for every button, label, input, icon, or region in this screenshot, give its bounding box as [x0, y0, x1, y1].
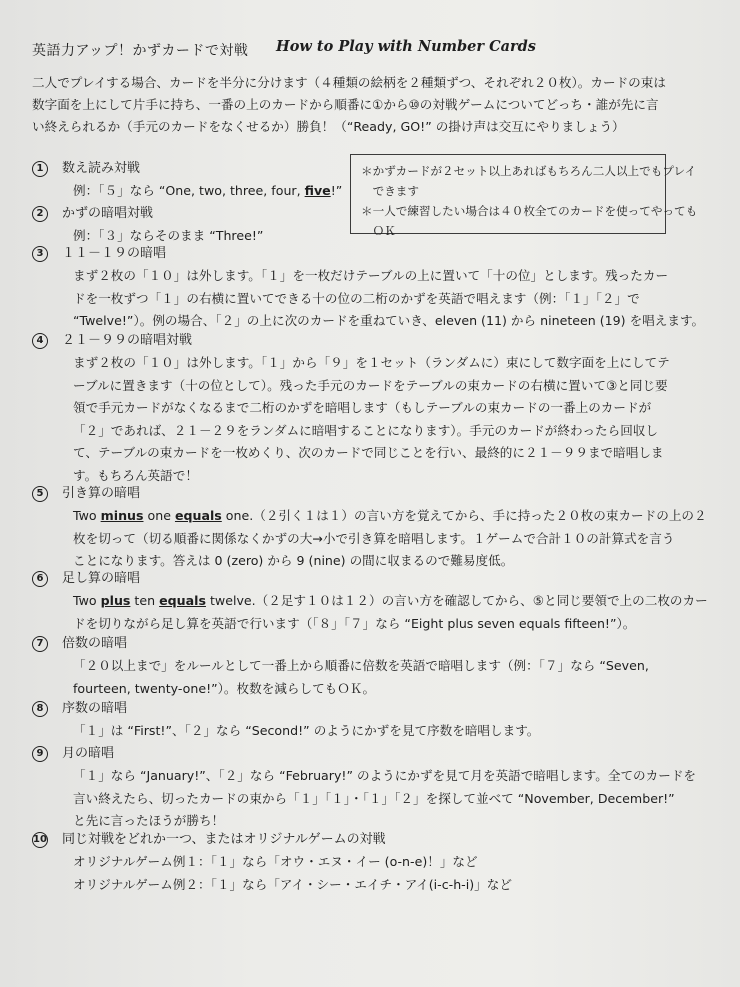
- rule-title: 数え読み対戦: [62, 160, 141, 176]
- rule-item: [32, 633, 708, 700]
- rule-line: [73, 420, 708, 443]
- rule-line: [73, 655, 708, 678]
- text-run: す。もちろん英語で！: [73, 467, 198, 483]
- text-run: one.（２引く１は１）の言い方を覚えてから、手に持った２０枚の束カードの上の２: [221, 508, 707, 523]
- text-run: 枚を切って（切る順番に関係なくかずの大→小で引き算を暗唱します。１ゲームで合計１０の計算式を言う: [73, 530, 675, 546]
- rule-body: [32, 851, 708, 896]
- rule-item: [32, 483, 708, 573]
- text-run: 例：「５」なら “One, two, three, four,: [73, 183, 305, 198]
- rule-item: [32, 829, 708, 896]
- text-run: ten: [130, 593, 160, 608]
- text-run: ドを一枚ずつ「１」の右横に置いてできる十の位の二桁のかずを英語で唱えます（例：「１」「２」で: [73, 290, 640, 306]
- text-run: と先に言ったほうが勝ち！: [73, 813, 225, 828]
- text-run: “Twelve!”）。例の場合、「２」の上に次のカードを重ねていき、eleven (11) から nineteen (19) を唱えます。: [73, 313, 705, 328]
- circled-number-icon: 9: [32, 746, 48, 762]
- rule-heading: [32, 568, 708, 590]
- circled-number-icon: 10: [32, 832, 48, 848]
- rule-line: [73, 265, 708, 288]
- rule-item: [32, 568, 708, 635]
- text-run: 「２」であれば、２１－２９をランダムに暗唱することになります）。手元のカードが終わったら回収し: [73, 422, 658, 438]
- text-run: Two: [73, 508, 101, 523]
- rule-line: [73, 874, 708, 897]
- text-run: 「１」なら “January!”、「２」なら “February!” のようにかずを見て月を英語で暗唱します。全てのカードを: [73, 768, 697, 783]
- rule-line: [73, 590, 708, 613]
- text-run: オリジナルゲーム例２：「１」なら「アイ・シー・エイチ・アイ(i-c-h-i)」など: [73, 876, 512, 892]
- underlined-word: five: [304, 183, 331, 198]
- text-run: twelve.（２足す１０は１２）の言い方を確認してから、⑤と同じ要領で上の二枚のカー: [205, 593, 708, 608]
- circled-number-icon: 3: [32, 246, 48, 262]
- intro-line: い終えられるか（手元のカードをなくせるか）勝負！（“Ready, GO!” の掛け声は交互にやりましょう）: [32, 119, 625, 134]
- text-run: 言い終えたら、切ったカードの束から「１」「１」・「１」「２」を探して並べて “November, December!”: [73, 790, 675, 806]
- rule-body: [32, 655, 708, 700]
- rule-title: 月の暗唱: [62, 745, 115, 761]
- text-run: まず２枚の「１０」は外します。「１」を一枚だけテーブルの上に置いて「十の位」とします。残ったカー: [73, 268, 669, 283]
- rule-line: [73, 765, 708, 788]
- intro-line: 二人でプレイする場合、カードを半分に分けます（４種類の絵柄を２種類ずつ、それぞれ２０枚）。カードの束は: [32, 75, 666, 90]
- underlined-word: equals: [159, 593, 206, 608]
- rule-line: [73, 851, 708, 874]
- underlined-word: equals: [174, 508, 222, 523]
- note-line: できます: [361, 184, 419, 198]
- rule-item: [32, 743, 708, 833]
- circled-number-icon: 1: [32, 161, 48, 177]
- text-run: !”: [330, 183, 343, 198]
- rule-line: [73, 442, 708, 465]
- note-line: ＯＫ: [361, 224, 396, 238]
- title-english: How to Play with Number Cards: [276, 38, 536, 55]
- circled-number-icon: 2: [32, 206, 48, 222]
- text-run: 「２０以上まで」をルールとして一番上から順番に倍数を英語で暗唱します（例：「７」なら “Seven,: [73, 658, 649, 673]
- circled-number-icon: 4: [32, 333, 48, 349]
- rule-title: 足し算の暗唱: [62, 570, 141, 586]
- circled-number-icon: 6: [32, 571, 48, 587]
- circled-number-icon: 7: [32, 636, 48, 652]
- rule-body: [32, 765, 708, 833]
- rule-line: [73, 678, 708, 701]
- rule-line: [73, 528, 708, 551]
- rule-body: [32, 590, 708, 635]
- note-line: ＊かずカードが２セット以上あればもちろん二人以上でもプレイ: [361, 164, 697, 178]
- text-run: オリジナルゲーム例１：「１」なら「オウ・エヌ・イー (o-n-e)！」など: [73, 854, 478, 869]
- rule-heading: [32, 633, 708, 655]
- rule-line: [73, 288, 708, 311]
- rule-heading: [32, 203, 708, 225]
- rule-item: [32, 158, 708, 203]
- rule-heading: [32, 698, 708, 720]
- intro-line: 数字面を上にして片手に持ち、一番の上のカードから順番に①から⑩の対戦ゲームについてどっち・誰が先に言: [32, 97, 659, 112]
- rule-title: 序数の暗唱: [62, 700, 128, 716]
- text-run: Two: [73, 593, 101, 608]
- text-run: ーブルに置きます（十の位として）。残った手元のカードをテーブルの束カードの右横に置いて③と同じ要: [73, 377, 668, 393]
- rule-body: [32, 265, 708, 333]
- rule-body: [32, 352, 708, 487]
- underlined-word: plus: [100, 593, 131, 608]
- rule-line: [73, 352, 708, 375]
- rule-line: [73, 720, 708, 743]
- rule-heading: [32, 330, 708, 352]
- rule-body: [32, 720, 708, 743]
- rule-item: [32, 698, 708, 743]
- underlined-word: minus: [100, 508, 144, 523]
- rule-line: [73, 397, 708, 420]
- rule-line: [73, 505, 708, 528]
- rule-heading: [32, 243, 708, 265]
- rule-item: [32, 203, 708, 248]
- rule-item: [32, 330, 708, 487]
- intro-paragraph: [32, 72, 708, 138]
- text-run: 「１」は “First!”、「２」なら “Second!” のようにかずを見て序数を暗唱します。: [73, 723, 540, 738]
- rule-title: かずの暗唱対戦: [62, 205, 154, 221]
- text-run: まず２枚の「１０」は外します。「１」から「９」を１セット（ランダムに）束にして数字面を上にしてテ: [73, 355, 670, 370]
- circled-number-icon: 5: [32, 486, 48, 502]
- text-run: ドを切りながら足し算を英語で行います（「８」「７」なら “Eight plus seven equals fifteen!”）。: [73, 615, 636, 631]
- rule-title: １１－１９の暗唱: [62, 245, 167, 261]
- text-run: 例：「３」ならそのまま “Three!”: [73, 228, 264, 243]
- rule-title: 引き算の暗唱: [62, 485, 141, 501]
- rule-heading: [32, 158, 708, 180]
- rule-body: [32, 505, 708, 573]
- text-run: 領で手元カードがなくなるまで二桁のかずを暗唱します（もしテーブルの束カードの一番上のカードが: [73, 400, 652, 415]
- rule-heading: [32, 743, 708, 765]
- rule-title: 同じ対戦をどれか一つ、またはオリジナルゲームの対戦: [62, 831, 386, 847]
- rule-line: [73, 375, 708, 398]
- rule-body: [32, 180, 708, 203]
- rule-heading: [32, 483, 708, 505]
- rule-line: [73, 180, 708, 203]
- note-line: ＊一人で練習したい場合は４０枚全てのカードを使ってやっても: [361, 204, 698, 218]
- circled-number-icon: 8: [32, 701, 48, 717]
- rule-heading: [32, 829, 708, 851]
- rule-item: [32, 243, 708, 333]
- rule-title: ２１－９９の暗唱対戦: [62, 332, 193, 348]
- text-run: one: [143, 508, 175, 523]
- title-japanese: 英語力アップ！かずカードで対戦: [32, 43, 249, 59]
- text-run: て、テーブルの束カードを一枚めくり、次のカードで同じことを行い、最終的に２１－９９まで暗唱しま: [73, 445, 664, 460]
- rule-line: [73, 613, 708, 636]
- rule-line: [73, 788, 708, 811]
- rule-title: 倍数の暗唱: [62, 635, 128, 651]
- text-run: ことになります。答えは 0 (zero) から 9 (nine) の間に収まるので難易度低。: [73, 553, 514, 568]
- text-run: fourteen, twenty-one!”）。枚数を減らしてもＯＫ。: [73, 680, 376, 696]
